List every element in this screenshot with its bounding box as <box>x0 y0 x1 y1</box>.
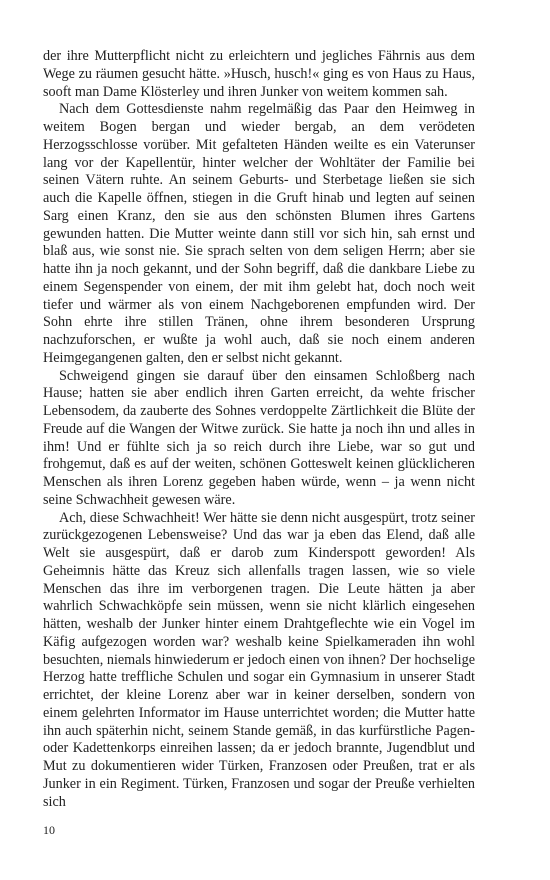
paragraph: Nach dem Gottesdienste nahm regelmäßig das Paar den Heimweg in weitem Bogen bergan und wieder bergab, an dem verödeten Herzogsschlosse vorüber. Mit gefalteten Händen weilte es ein Vaterunser lang vor der Kapellentür, hinter welcher der Wohltäter der Familie bei seinen Vätern ruhte. An seinem Geburts- und Sterbetage ließen sie sich auch die Kapelle öffnen, stiegen in die Gruft hinab und legten auf seinen Sarg einen Kranz, den sie aus den schönsten Blumen ihres Gartens gewunden hatten. Die Mutter weinte dann still vor sich hin, sah ernst und blaß aus, wie sonst nie. Sie sprach selten von dem seligen Herrn; aber sie hatte ihn ja noch gekannt, und der Sohn begriff, daß die dankbare Liebe zu einem Segenspender von einem, der mit ihm gelebt hat, doch noch weit tiefer und wärmer als von einem Nachgeborenen empfunden wird. Der Sohn ehrte ihre stillen Tränen, ohne ihrem besonderen Ursprung nachzuforschen, er wußte ja wohl auch, daß sie noch einem anderen Heimgegangenen galten, den er selbst nicht gekannt. <box>43 101 475 366</box>
paragraph: Schweigend gingen sie darauf über den einsamen Schloßberg nach Hause; hatten sie aber endlich ihren Garten erreicht, da wehte frischer Lebensodem, da zauberte des Sohnes verdoppelte Zärtlichkeit die Blüte der Freude auf die Wangen der Witwe zurück. Sie hatte ja noch ihn und alles in ihm! Und er fühlte sich ja so reich durch ihre Liebe, war so gut und frohgemut, daß es auf der weiten, schönen Gotteswelt keinen glücklicheren Menschen als ihren Lorenz gegeben haben würde, wenn – ja wenn nicht seine Schwachheit gewesen wäre. <box>43 367 475 508</box>
body-text <box>43 48 475 811</box>
paragraph-continuation: der ihre Mutterpflicht nicht zu erleichtern und jegliches Fährnis aus dem Wege zu räumen gesucht hätte. »Husch, husch!« ging es von Haus zu Haus, sooft man Dame Klösterley und ihren Junker von weitem kommen sah. <box>43 48 475 100</box>
page-number: 10 <box>43 823 55 837</box>
paragraph: Ach, diese Schwachheit! Wer hätte sie denn nicht ausgespürt, trotz seiner zurückgezogenen Lebensweise? Und das war ja eben das Elend, daß alle Welt sie ausgespürt, daß er darob zum Kinderspott geworden! Als Geheimnis hätte das Kreuz sich allenfalls tragen lassen, wie so viele Menschen das ihre im verborgenen tragen. Die Leute hätten ja aber wahrlich Schwachköpfe sein müssen, wenn sie nicht klärlich eingesehen hätten, weshalb der Junker hinter einem Drahtgeflechte wie ein Vogel im Käfig aufgezogen worden war? weshalb keine Spielkameraden ihn wohl besuchten, niemals hinwiederum er jedoch einen von ihnen? Der hochselige Herzog hatte treffliche Schulen und sogar ein Gymnasium in unserer Stadt errichtet, der kleine Lorenz aber war in keiner derselben, sondern von einem gelehrten Informator im Hause unterrichtet worden; die Mutter hatte ihn auch späterhin nicht, seinem Stande gemäß, in das kurfürstliche Pagen- oder Kadettenkorps einreihen lassen; da er jedoch brannte, Jugendblut und Mut zu dokumentieren wider Türken, Franzosen oder Preußen, trat er als Junker in ein Regiment. Türken, Franzosen und sogar der Preuße verhielten sich <box>43 509 475 810</box>
